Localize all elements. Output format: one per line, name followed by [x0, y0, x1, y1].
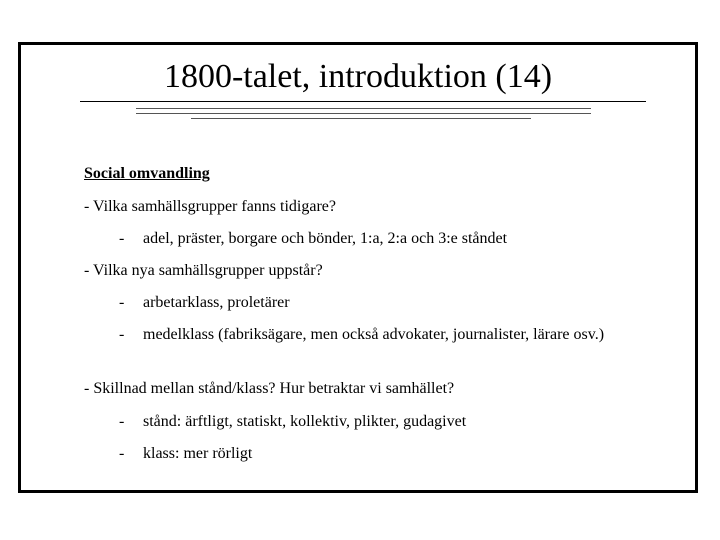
question-item: - Vilka nya samhällsgrupper uppstår? — [84, 262, 323, 279]
bullet-dash: - — [119, 326, 125, 343]
bullet-dash: - — [119, 230, 125, 247]
answer-item — [119, 412, 466, 432]
title-divider-line — [136, 113, 591, 114]
slide-title: 1800-talet, introduktion (14) — [163, 58, 553, 95]
slide-frame — [18, 42, 698, 493]
answer-item — [119, 325, 639, 345]
answer-text: klass: mer rörligt — [143, 445, 253, 462]
answer-item — [119, 229, 507, 249]
bullet-dash: - — [119, 413, 125, 430]
bullet-dash: - — [119, 294, 125, 311]
section-heading: Social omvandling — [84, 165, 210, 182]
answer-item — [119, 293, 290, 313]
answer-text: arbetarklass, proletärer — [143, 294, 290, 311]
title-divider-line — [136, 108, 591, 109]
bullet-dash: - — [119, 445, 125, 462]
title-divider-line — [191, 118, 531, 119]
answer-text: medelklass (fabriksägare, men också advokater, journalister, lärare osv.) — [143, 326, 605, 343]
title-divider-line — [80, 101, 646, 102]
answer-text: adel, präster, borgare och bönder, 1:a, 2:a och 3:e ståndet — [143, 230, 508, 247]
question-item: - Skillnad mellan stånd/klass? Hur betraktar vi samhället? — [84, 380, 455, 397]
answer-item — [119, 444, 252, 464]
answer-text: stånd: ärftligt, statiskt, kollektiv, plikter, gudagivet — [143, 413, 467, 430]
question-item: - Vilka samhällsgrupper fanns tidigare? — [84, 198, 336, 215]
